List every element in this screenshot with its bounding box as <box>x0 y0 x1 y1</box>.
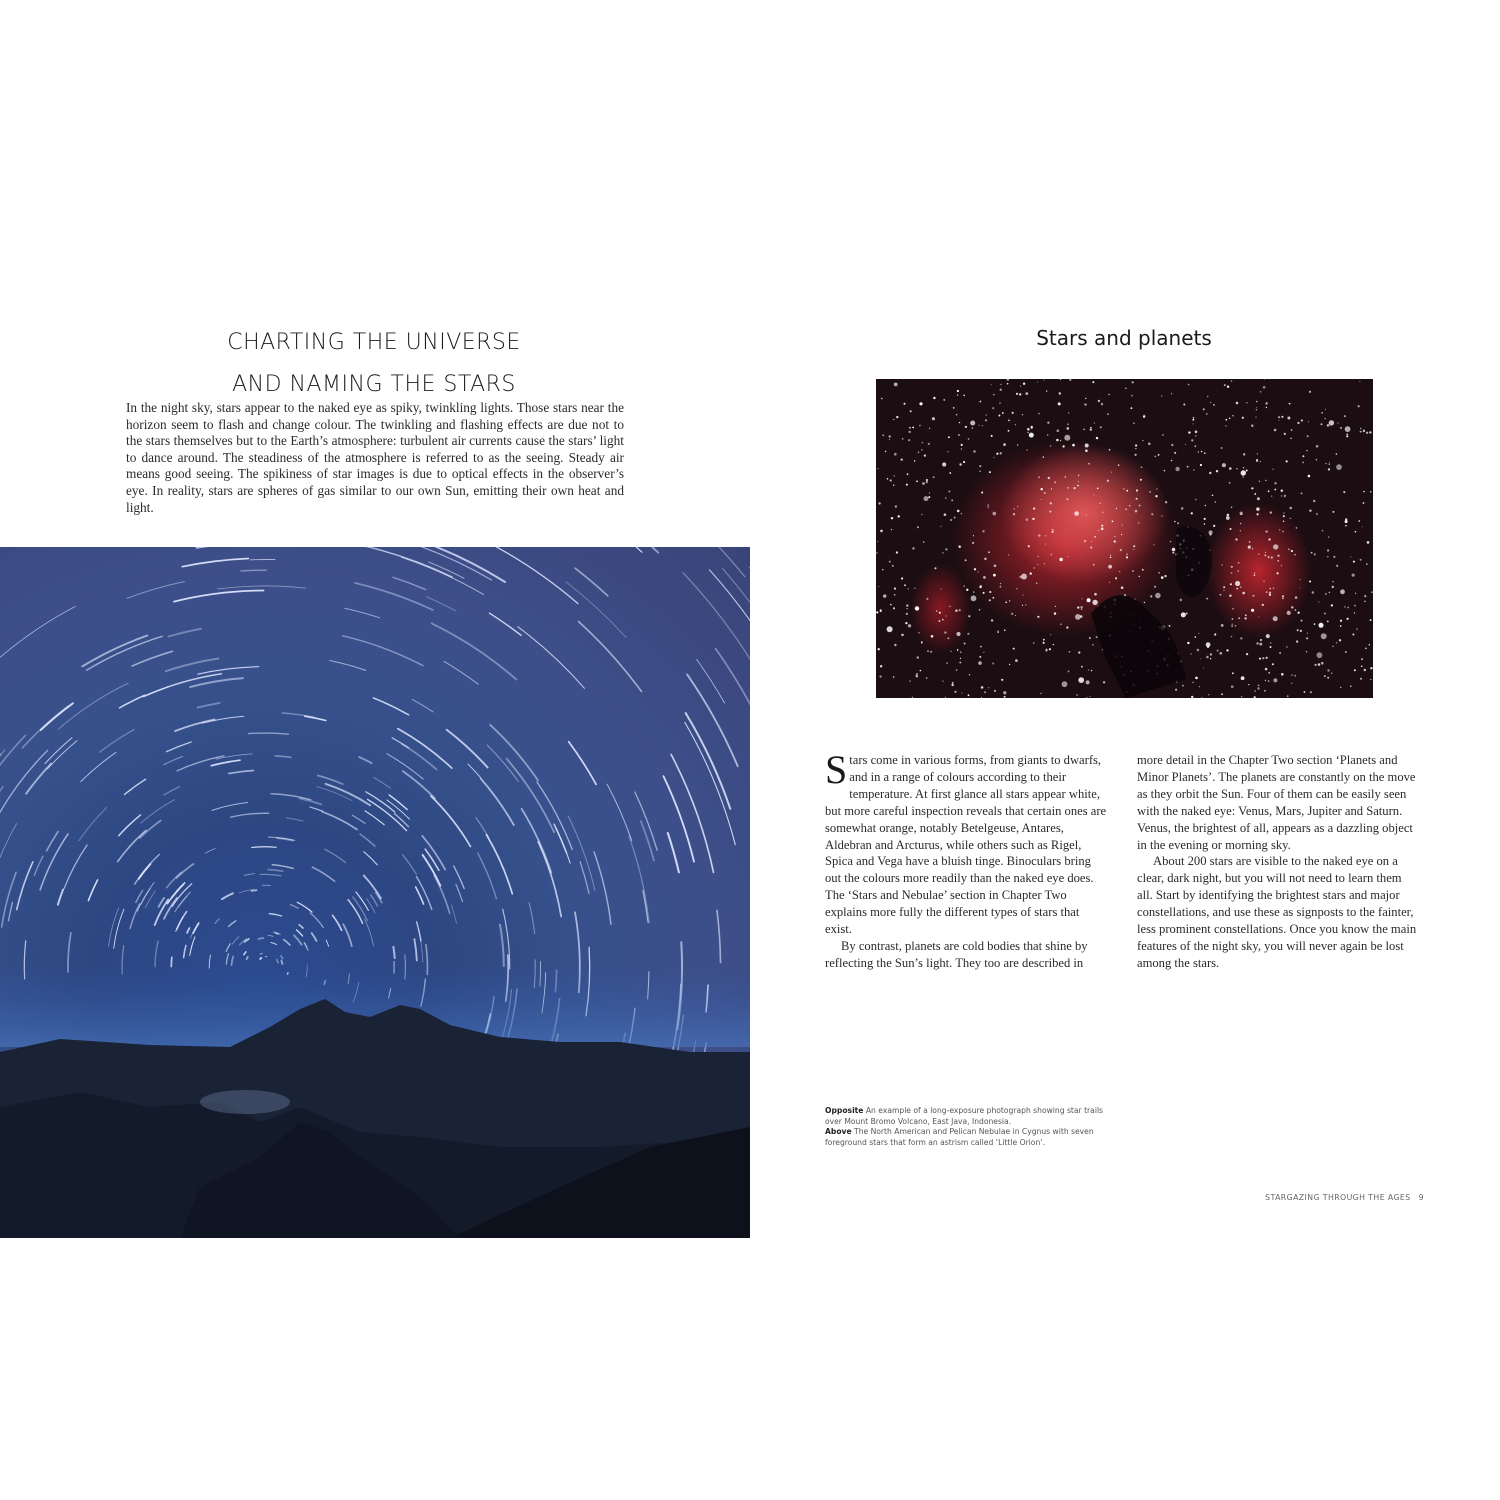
paragraph-1: Stars come in various forms, from giants to dwarfs, and in a range of colours according to their temperature. At first glance all stars appear white, but more careful inspection reveals that certain ones are somewhat orange, notably Betelgeuse, Antares, Aldebran and Arcturus, while others such as Rigel, Spica and Vega have a bluish tinge. Binoculars bring out the colours more readily than the naked eye does. The ‘Stars and Nebulae’ section in Chapter Two explains more fully the different types of stars that exist. <box>825 747 1107 937</box>
star-trails-illustration <box>0 547 750 1238</box>
nebula-photo <box>876 379 1373 698</box>
heading-line-1: CHARTING THE UNIVERSE <box>227 330 521 355</box>
heading-line-2: AND NAMING THE STARS <box>232 372 516 397</box>
paragraph-2-continued: more detail in the Chapter Two section ‘Planets and Minor Planets’. The planets are constantly on the move as they orbit the Sun. Four of them can be easily seen with the naked eye: Venus, Mars, Jupiter and Saturn. Venus, the brightest of all, appears as a dazzling object in the evening or morning sky. <box>1137 753 1416 852</box>
photo-captions <box>825 1106 1115 1148</box>
caption-opposite: Opposite An example of a long-exposure photograph showing star trails over Mount Bromo Volcano, East Java, Indonesia. <box>825 1106 1104 1126</box>
star-trails-photo <box>0 547 750 1238</box>
right-page-heading: Stars and planets <box>1036 326 1212 350</box>
paragraph-2: By contrast, planets are cold bodies that shine by reflecting the Sun’s light. They too are described in <box>825 938 1088 970</box>
body-column-right <box>1137 752 1419 972</box>
intro-paragraph: In the night sky, stars appear to the naked eye as spiky, twinkling lights. Those stars near the horizon seem to flash and change colour. The twinkling and flashing effects are due not to the stars themselves but to the Earth’s atmosphere: turbulent air currents cause the stars’ light to dance around. The steadiness of the atmosphere is referred to as the seeing. Steady air means good seeing. The spikiness of star images is due to optical effects in the observer’s eye. In reality, stars are spheres of gas similar to our own Sun, emitting their own heat and light. <box>126 400 624 515</box>
caption-above: Above The North American and Pelican Nebulae in Cygnus with seven foreground stars that form an astrism called ‘Little Orion’. <box>825 1127 1094 1147</box>
drop-cap: S <box>825 747 848 792</box>
body-column-left <box>825 747 1107 972</box>
running-head: STARGAZING THROUGH THE AGES <box>1265 1193 1411 1202</box>
page-number: 9 <box>1418 1193 1424 1202</box>
nebula-starfield <box>876 379 1373 698</box>
page-footer <box>1180 1193 1424 1202</box>
left-page-heading <box>126 322 622 406</box>
paragraph-3: About 200 stars are visible to the naked eye on a clear, dark night, but you will not need to learn them all. Start by identifying the brightest stars and major constellations, and use these as signposts to the fainter, less prominent constellations. Once you know the main features of the night sky, you will never again be lost among the stars. <box>1137 854 1417 970</box>
